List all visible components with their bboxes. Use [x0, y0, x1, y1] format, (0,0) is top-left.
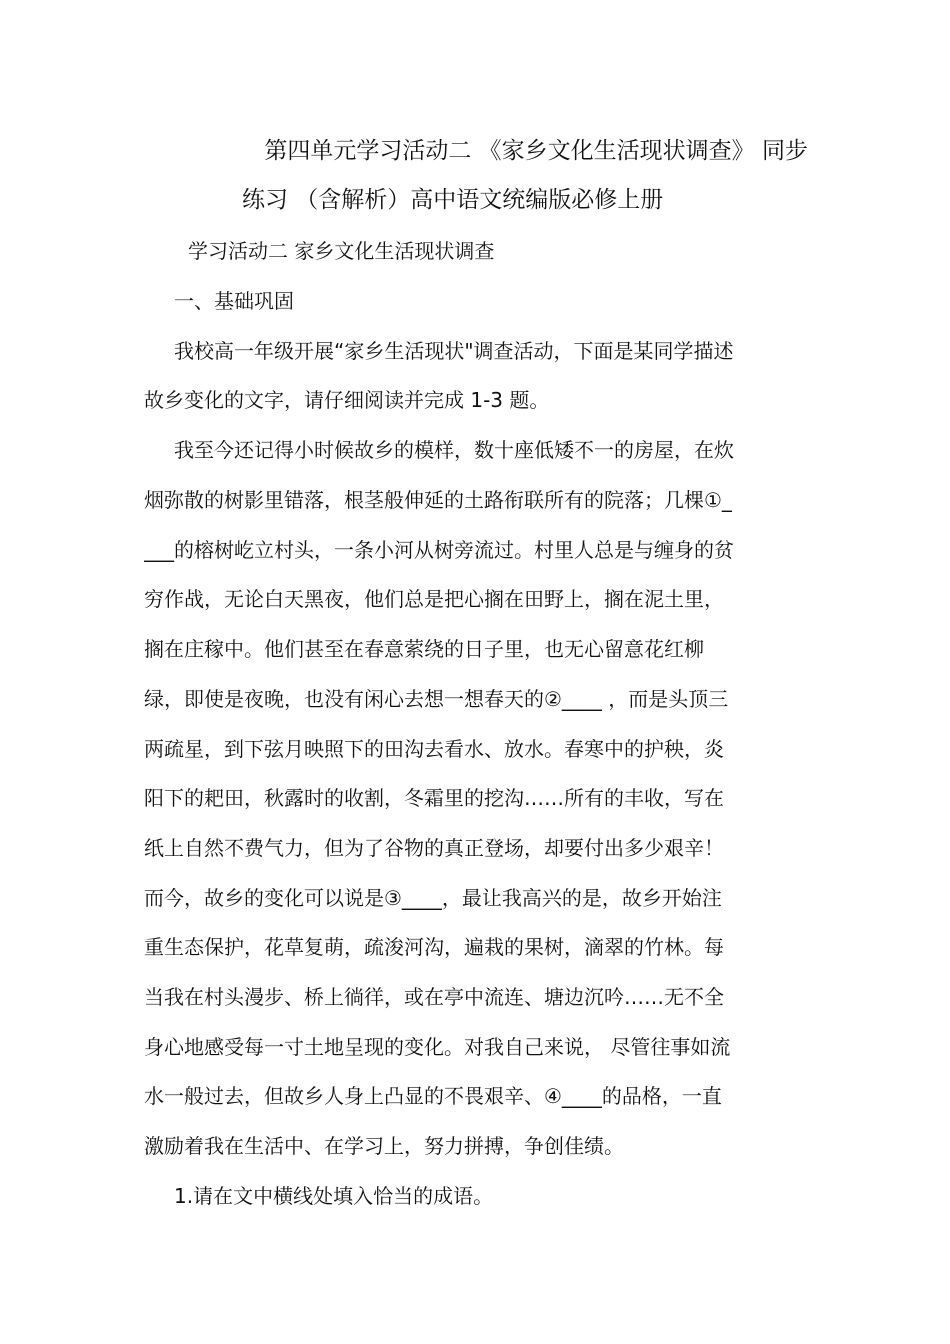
- passage-line: 纸上自然不费气力，但为了谷物的真正登场，却要付出多少艰辛！: [144, 836, 724, 860]
- document-title-line-2: 练习 （含解析）高中语文统编版必修上册: [242, 187, 664, 213]
- passage-line: 激励着我在生活中、在学习上，努力拼搏，争创佳绩。: [144, 1134, 624, 1158]
- passage-line: 而今，故乡的变化可以说是③____，最让我高兴的是，故乡开始注: [144, 886, 722, 910]
- passage-line: 阳下的耙田，秋露时的收割，冬霜里的挖沟……所有的丰收，写在: [144, 786, 724, 810]
- passage-line: 绿，即使是夜晚，也没有闲心去想一想春天的②____ ，而是头顶三: [144, 687, 729, 711]
- document-title-line-1: 第四单元学习活动二 《家乡文化生活现状调查》 同步: [264, 138, 808, 164]
- passage-line: ___的榕树屹立村头，一条小河从树旁流过。村里人总是与缠身的贫: [144, 538, 734, 562]
- passage-line: 水一般过去，但故乡人身上凸显的不畏艰辛、④____的品格，一直: [144, 1084, 722, 1108]
- intro-line: 我校高一年级开展“家乡生活现状"调查活动，下面是某同学描述: [174, 339, 734, 363]
- intro-line: 故乡变化的文字，请仔细阅读并完成 1-3 题。: [144, 388, 550, 412]
- passage-line: 两疏星，到下弦月映照下的田沟去看水、放水。春寒中的护秧，炎: [144, 737, 724, 761]
- passage-line: 搁在庄稼中。他们甚至在春意萦绕的日子里，也无心留意花红柳: [144, 637, 704, 661]
- passage-line: 身心地感受每一寸土地呈现的变化。对我自己来说， 尽管往事如流: [144, 1035, 731, 1059]
- passage-line: 烟弥散的树影里错落，根茎般伸延的土路衔联所有的院落；几棵①_: [144, 488, 732, 512]
- question-1: 1.请在文中横线处填入恰当的成语。: [174, 1184, 494, 1208]
- passage-line: 重生态保护，花草复萌，疏浚河沟，遍栽的果树，滴翠的竹林。每: [144, 935, 724, 959]
- passage-line: 我至今还记得小时候故乡的模样，数十座低矮不一的房屋，在炊: [174, 438, 734, 462]
- passage-line: 穷作战，无论白天黑夜，他们总是把心搁在田野上，搁在泥土里，: [144, 587, 724, 611]
- section-heading: 一、基础巩固: [174, 289, 294, 313]
- passage-line: 当我在村头漫步、桥上徜徉，或在亭中流连、塘边沉吟……无不全: [144, 985, 724, 1009]
- subtitle: 学习活动二 家乡文化生活现状调查: [188, 239, 495, 263]
